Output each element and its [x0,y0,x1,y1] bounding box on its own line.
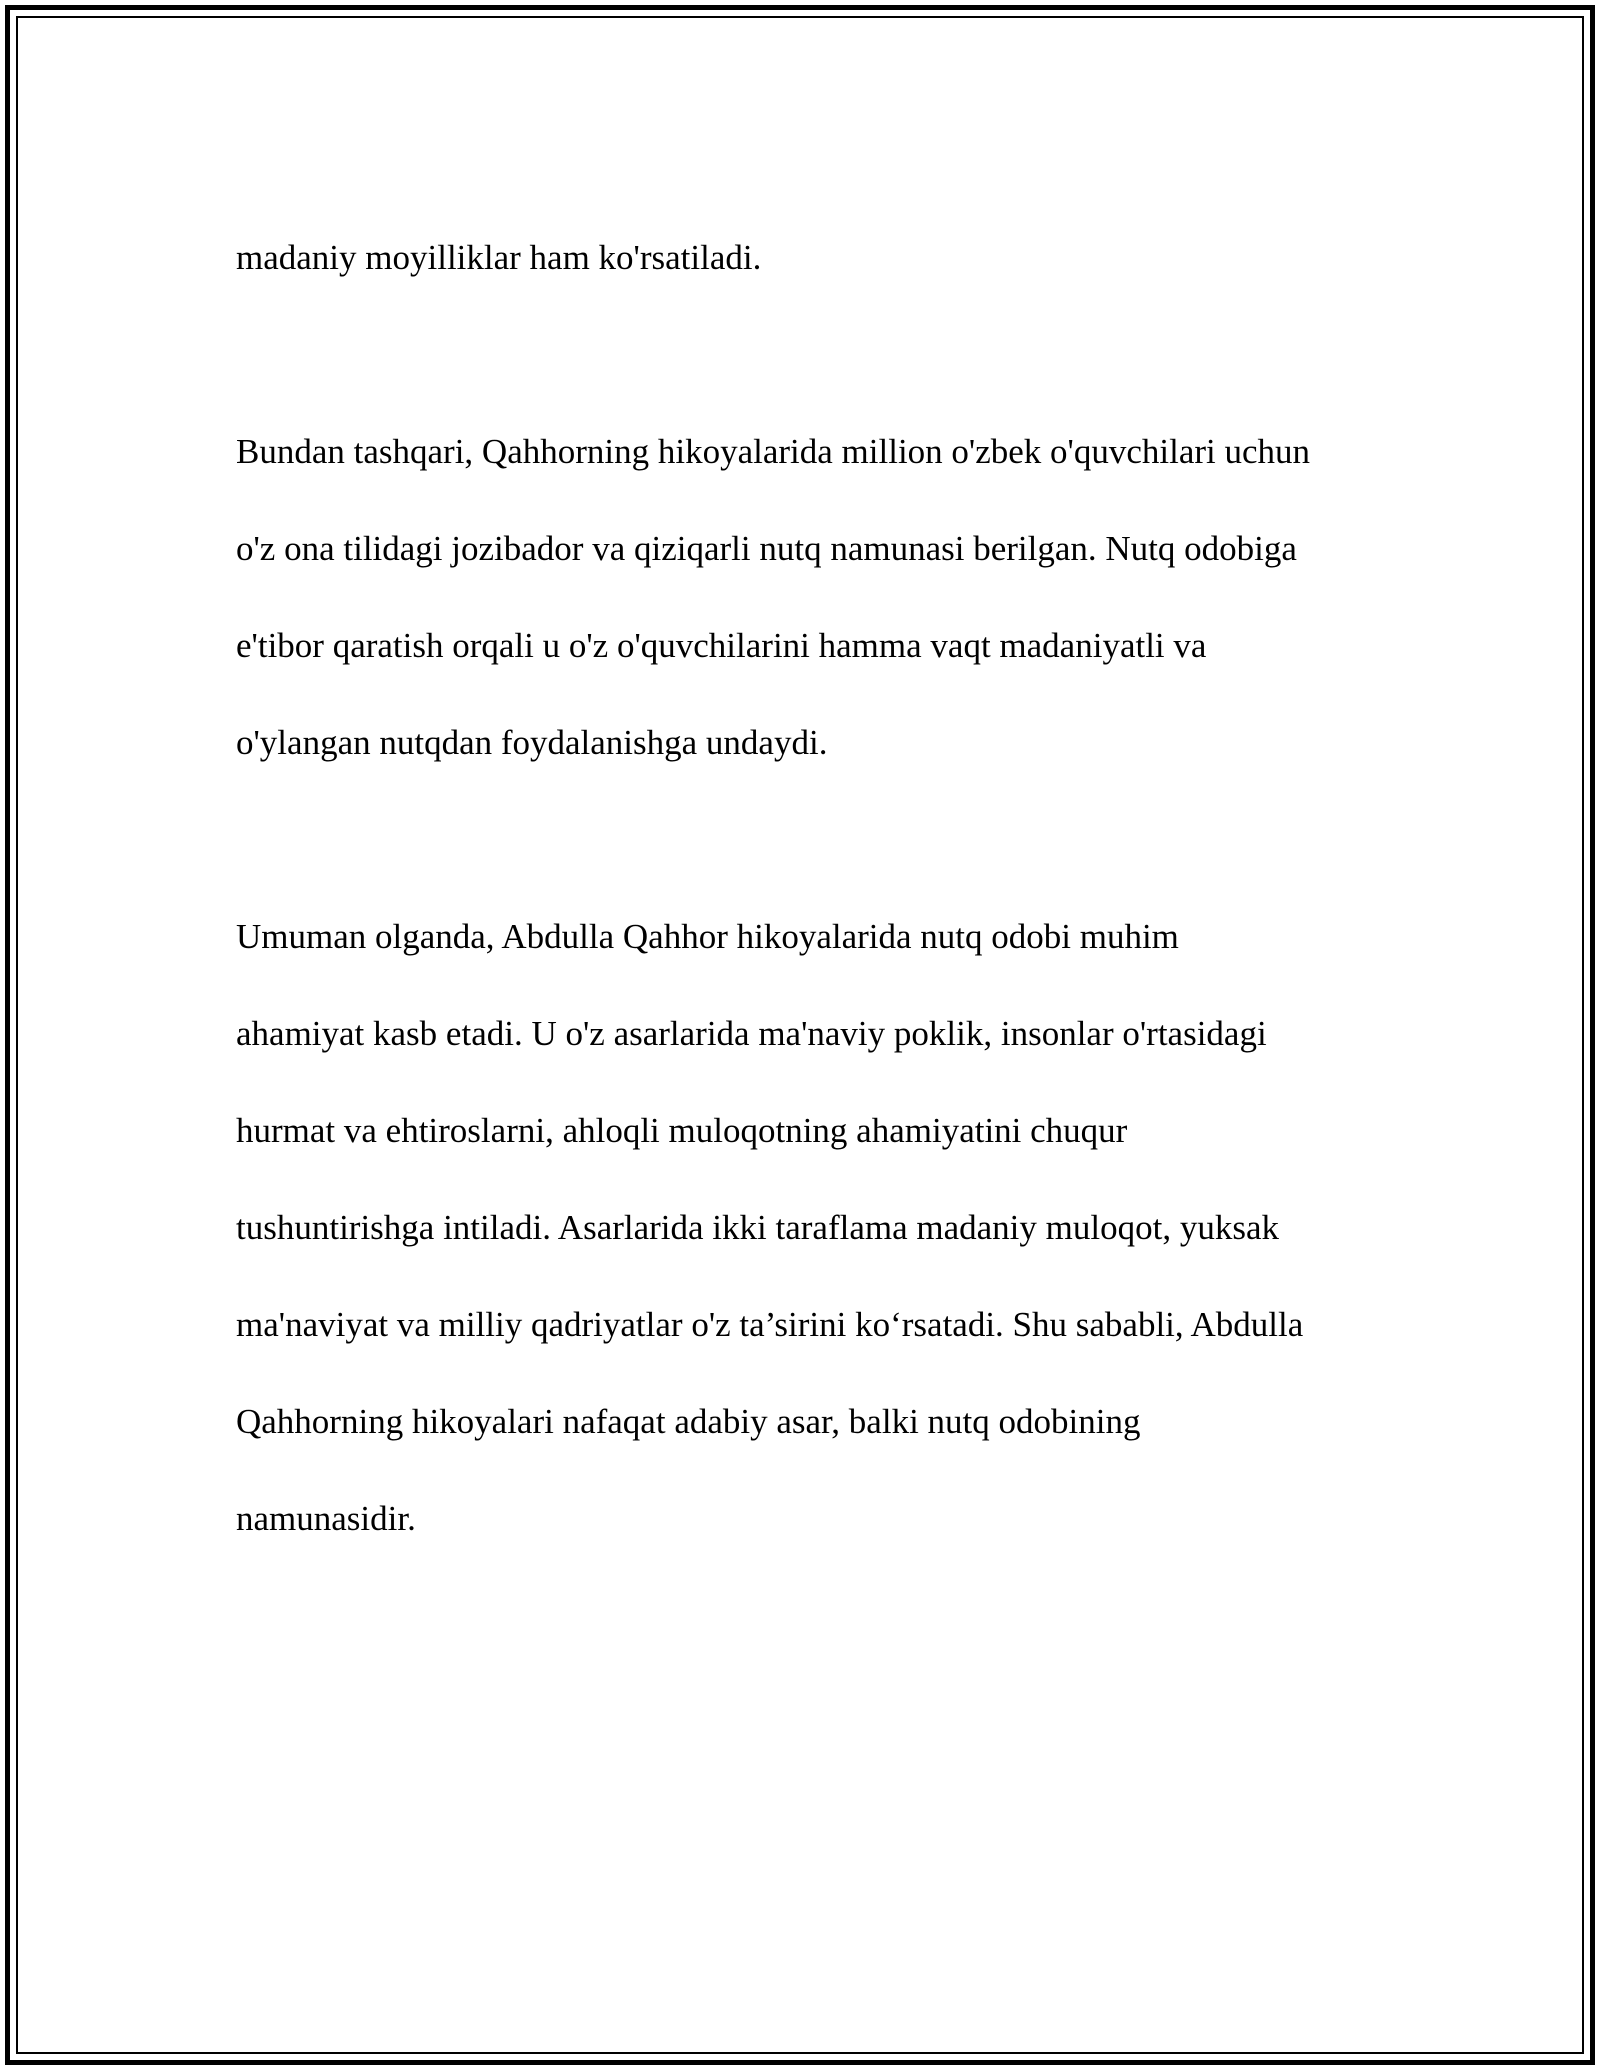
text-line: Qahhorning hikoyalari nafaqat adabiy asar, balki nutq odobining [236,1401,1141,1441]
text-line: o'z ona tilidagi jozibador va qiziqarli nutq namunasi berilgan. Nutq odobiga [236,528,1297,568]
text-line: ma'naviyat va milliy qadriyatlar o'z ta’sirini ko‘rsatadi. Shu sababli, Abdulla [236,1304,1304,1344]
text-line: namunasidir. [236,1498,416,1538]
document-body [236,185,1376,1640]
text-line: tushuntirishga intiladi. Asarlarida ikki taraflama madaniy muloqot, yuksak [236,1207,1279,1247]
paragraph-3 [236,864,1376,1592]
text-line: Umuman olganda, Abdulla Qahhor hikoyalarida nutq odobi muhim [236,916,1179,956]
text-line: Bundan tashqari, Qahhorning hikoyalarida million o'zbek o'quvchilari uchun [236,431,1311,471]
text-line: ahamiyat kasb etadi. U o'z asarlarida ma'naviy poklik, insonlar o'rtasidagi [236,1013,1267,1053]
text-line: madaniy moyilliklar ham ko'rsatiladi. [236,237,762,277]
text-line: hurmat va ehtiroslarni, ahloqli muloqotning ahamiyatini chuqur [236,1110,1128,1150]
paragraph-2 [236,379,1376,816]
paragraph-1 [236,185,1376,331]
text-line: o'ylangan nutqdan foydalanishga undaydi. [236,722,828,762]
text-line: e'tibor qaratish orqali u o'z o'quvchilarini hamma vaqt madaniyatli va [236,625,1207,665]
